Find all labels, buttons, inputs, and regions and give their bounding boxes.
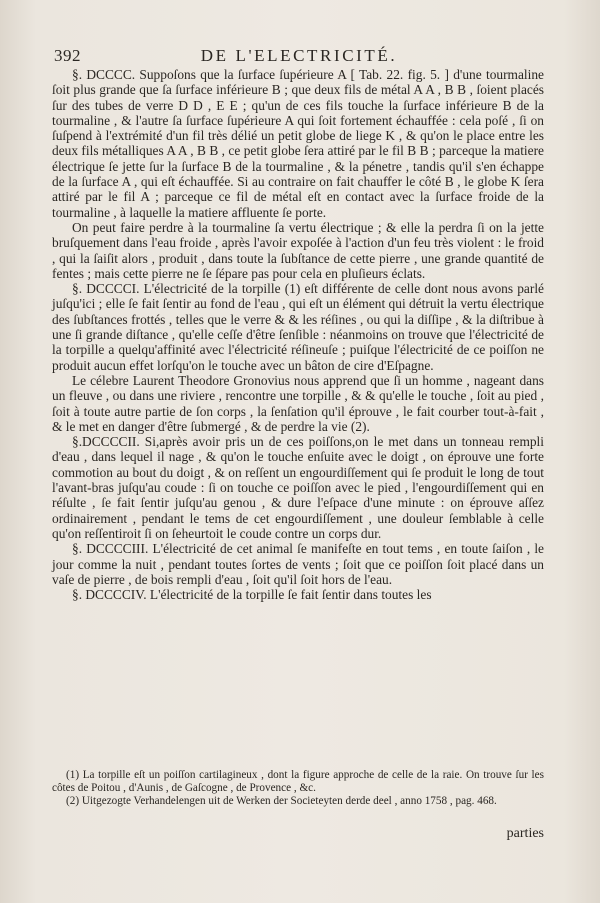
- footnote-2: (2) Uitgezogte Verhandelengen uit de Werken der Societeyten derde deel , anno 1758 , pag. 468.: [66, 795, 497, 808]
- paragraph-tourmaline-vertu: On peut faire perdre à la tourmaline ſa vertu électrique ; & elle la perdra ſi on la jette bruſquement dans l'eau froide , après l'avoir expoſée à l'action d'un feu très violent : le froid , qui la ſaiſit alors , produit , dans toute la ſubſtance de cette pierre , une grande quantité de fentes ; mais cette pierre ne ſe ſépare pas pour cela en pluſieurs éclats.: [52, 219, 544, 281]
- paragraph-gronovius: Le célebre Laurent Theodore Gronovius nous apprend que ſi un homme , nageant dans un fleuve , ou dans une riviere , rencontre une torpille , & & qu'elle le touche , ſoit au pied , ſoit à toute autre partie de ſon corps , la ſenſation qu'il éprouve , le fait courber tout-à-fait , & le met en danger d'être ſubmergé , & de perdre la vie (2).: [52, 372, 544, 434]
- paragraph-dcccc: §. DCCCC. Suppoſons que la ſurface ſupérieure A [ Tab. 22. fig. 5. ] d'une tourmaline ſoit plus grande que ſa ſurface inférieure B ; que deux fils de métal A A , B B , ſoient placés ſur des tubes de verre D D , E E ; qu'un de ces fils touche la ſurface inférieure B de la tourmaline , & l'autre ſa ſurface ſupérieure A qui ſoit fortement échauffée : cela poſé , ſi on ſuſpend à l'extrémité d'un fil très délié un petit globe de liege K , & qu'on le place entre les deux fils métalliques A A , B B , ce petit globe ſera attiré par le fil B B ; parceque la matiere électrique ſe jette ſur la ſurface B de la tourmaline , & la pénetre , tandis qu'il s'en échappe de la ſurface A , qui eſt échauffée. Si au contraire on fait chauffer le côté B , le globe K ſera attiré par le fil A ; parceque ce fil de métal eſt en contact avec la ſurface froide de la tourmaline , à laquelle la matiere affluente ſe porte.: [52, 67, 544, 220]
- footnotes: [52, 769, 544, 809]
- body-text: [52, 67, 544, 602]
- footnote-1: (1) La torpille eſt un poiſſon cartilagineux , dont la figure approche de celle de la raie. On trouve ſur les côtes de Poitou , d'Aunis , de Gaſcogne , de Provence , &c.: [52, 769, 544, 795]
- paragraph-dcccci: §. DCCCCI. L'électricité de la torpille (1) eſt différente de celle dont nous avons parlé juſqu'ici ; elle ſe fait ſentir au fond de l'eau , qui eſt un élément qui détruit la vertu électrique des ſubſtances frottés , telles que le verre & & les réſines , ou qui la diſſipe , & la diſtribue à une ſi grande diſtance , qu'elle ceſſe d'être ſenſible : néanmoins on trouve que l'électricité de la torpille a quelqu'affinité avec l'électricité réſineuſe ; puiſque l'électricité de ce poiſſon ne produit aucun effet lorſqu'on le touche avec un bâton de cire d'Eſpagne.: [52, 281, 544, 373]
- paragraph-dccccii: §.DCCCCII. Si,après avoir pris un de ces poiſſons,on le met dans un tonneau rempli d'eau , dans lequel il nage , & qu'on le touche enſuite avec le doigt , on éprouve une forte commotion au bout du doigt , & on reſſent un engourdiſſement qui ſe produit le long de tout l'avant-bras juſqu'au coude : ſi on touche ce poiſſon avec le pied , l'engourdiſſement qui en réſulte , ſe fait ſentir juſqu'au genou , & dure l'eſpace d'une minute : on éprouve aſſez ordinairement , pendant le tems de cet engourdiſſement , une douleur ſemblable à celle qu'on reſſentiroit ſi on ſeheurtoit le coude contre un corps dur.: [52, 434, 544, 541]
- running-title: DE L'ELECTRICITÉ.: [200, 46, 398, 65]
- paragraph-dcccciv: §. DCCCCIV. L'électricité de la torpille ſe fait ſentir dans toutes les: [72, 587, 432, 603]
- page-number: 392: [54, 46, 81, 65]
- paragraph-dcccciii: §. DCCCCIII. L'électricité de cet animal ſe manifeſte en tout tems , en toute ſaiſon , le jour comme la nuit , pendant toutes ſortes de vents ; ſoit que ce poiſſon ſoit placé dans un vaſe de pierre , de bois rempli d'eau , ſoit qu'il ſoit hors de l'eau.: [52, 541, 544, 587]
- catchword: parties: [506, 826, 544, 841]
